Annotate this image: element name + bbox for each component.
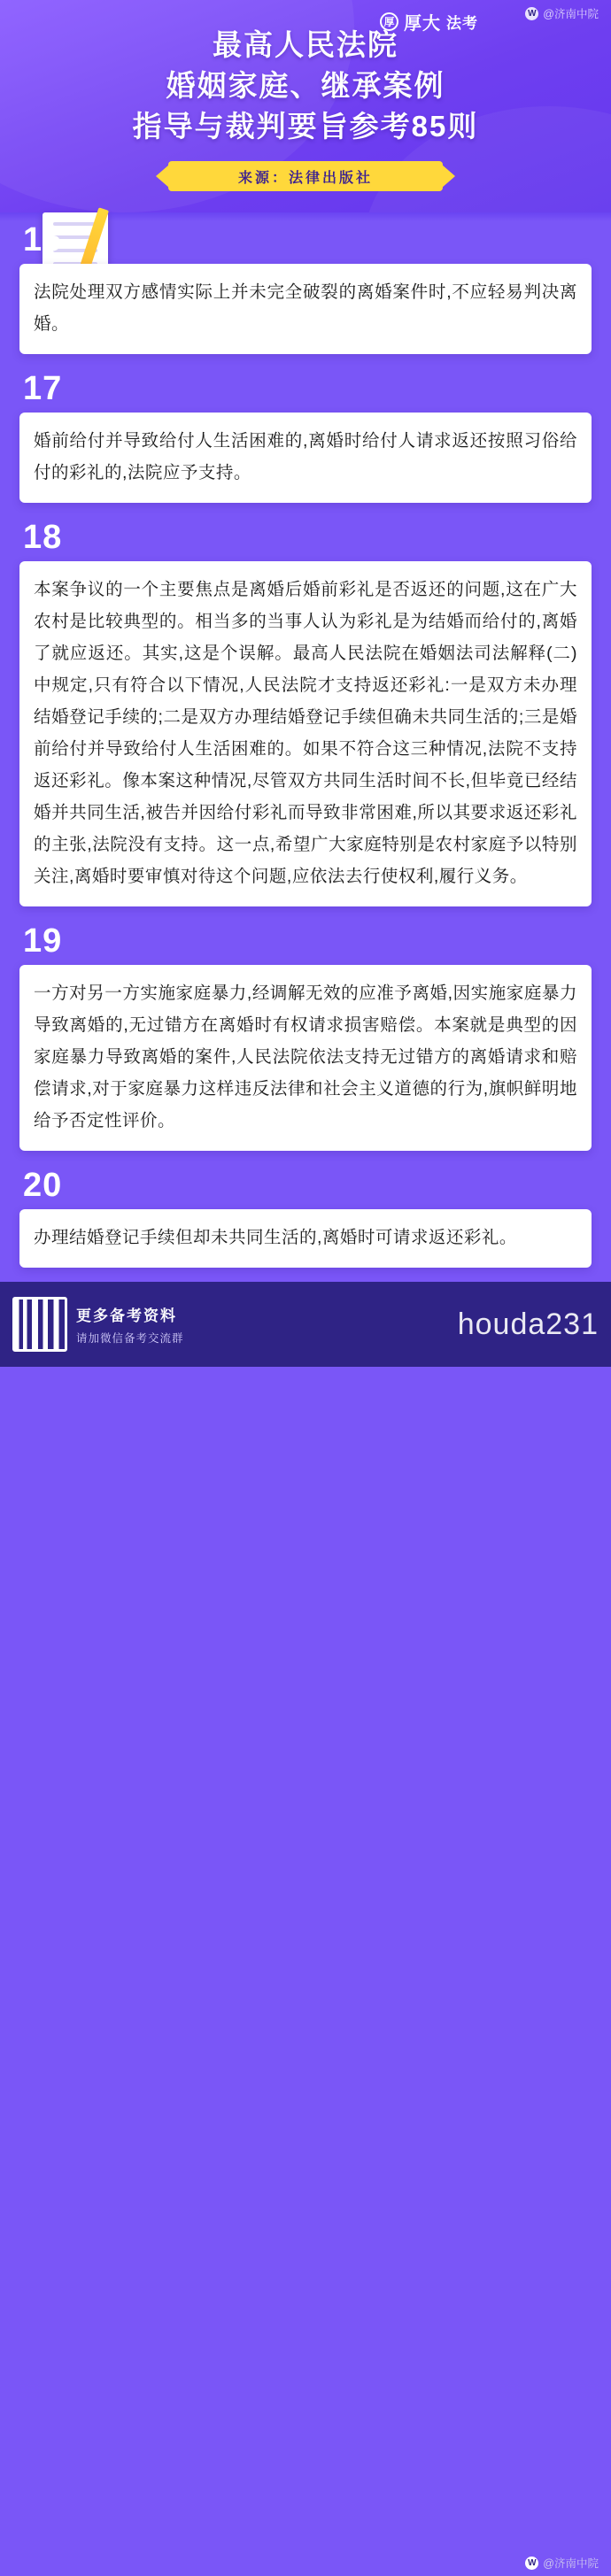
item-text: 法院处理双方感情实际上并未完全破裂的离婚案件时,不应轻易判决离婚。 xyxy=(34,282,577,334)
list-item xyxy=(19,1165,592,1268)
list-item xyxy=(19,368,592,503)
list-item xyxy=(19,921,592,1151)
items-list xyxy=(0,212,611,1268)
watermark-top-text: @济南中院 xyxy=(543,8,599,20)
item-number: 18 xyxy=(23,519,63,556)
item-card xyxy=(19,561,592,906)
item-card xyxy=(19,264,592,354)
brand-name: 厚大 xyxy=(404,14,441,34)
watermark-bottom xyxy=(525,2555,599,2571)
brand-mark-icon: 厚 xyxy=(380,12,398,31)
item-number: 17 xyxy=(23,370,63,407)
item-text: 本案争议的一个主要焦点是离婚后婚前彩礼是否返还的问题,这在广大农村是比较典型的。相当多的当事人认为彩礼是为结婚而给付的,离婚了就应返还。其实,这是个误解。最高人民法院在婚姻法司法解释(二)中规定,只有符合以下情况,人民法院才支持返还彩礼:一是双方未办理结婚登记手续的;二是双方办理结婚登记手续但确未共同生活的;三是婚前给付并导致给付人生活困难的。如果不符合这三种情况,法院不支持返还彩礼。像本案这种情况,尽管双方共同生活时间不长,但毕竟已经结婚并共同生活,被告并因给付彩礼而导致非常困难,所以其要求返还彩礼的主张,法院没有支持。这一点,希望广大家庭特别是农村家庭予以特别关注,离婚时要审慎对待这个问题,应依法去行使权利,履行义务。 xyxy=(34,580,577,886)
header-banner xyxy=(0,0,611,212)
title-line-1: 最高人民法院 xyxy=(213,28,398,61)
watermark-top xyxy=(525,5,599,21)
brand-logo xyxy=(380,9,478,35)
watermark-bottom-text: @济南中院 xyxy=(543,2557,599,2570)
title-line-2: 婚姻家庭、继承案例 xyxy=(166,69,445,102)
item-card xyxy=(19,1209,592,1268)
weibo-icon: W xyxy=(525,2557,538,2570)
footer-texts xyxy=(76,1303,184,1346)
footer-main-text: 更多备考资料 xyxy=(76,1307,177,1324)
page-title xyxy=(0,0,611,191)
source-badge xyxy=(168,161,443,191)
item-number: 16 xyxy=(23,221,63,258)
footer-left xyxy=(12,1297,184,1352)
item-card xyxy=(19,965,592,1151)
item-text: 办理结婚登记手续但却未共同生活的,离婚时可请求返还彩礼。 xyxy=(34,1228,517,1247)
item-card xyxy=(19,413,592,503)
footer-sub-text: 请加微信备考交流群 xyxy=(76,1332,184,1345)
footer-bar xyxy=(0,1282,611,1367)
brand-subname: 法考 xyxy=(446,15,478,32)
list-item xyxy=(19,517,592,906)
item-number: 19 xyxy=(23,922,63,960)
item-text: 婚前给付并导致给付人生活困难的,离婚时给付人请求返还按照习俗给付的彩礼的,法院应予支持。 xyxy=(34,431,577,482)
item-text: 一方对另一方实施家庭暴力,经调解无效的应准予离婚,因实施家庭暴力导致离婚的,无过错方在离婚时有权请求损害赔偿。本案就是典型的因家庭暴力导致离婚的案件,人民法院依法支持无过错方的离婚请求和赔偿请求,对于家庭暴力这样违反法律和社会主义道德的行为,旗帜鲜明地给予否定性评价。 xyxy=(34,983,577,1130)
weibo-icon: W xyxy=(525,7,538,20)
qr-code-icon xyxy=(12,1297,67,1352)
title-line-3: 指导与裁判要旨参考85则 xyxy=(132,110,479,143)
list-item xyxy=(19,220,592,354)
footer-watermark: houda231 xyxy=(457,1307,599,1341)
item-number: 20 xyxy=(23,1167,63,1204)
source-badge-label: 来源：法律出版社 xyxy=(237,170,373,186)
